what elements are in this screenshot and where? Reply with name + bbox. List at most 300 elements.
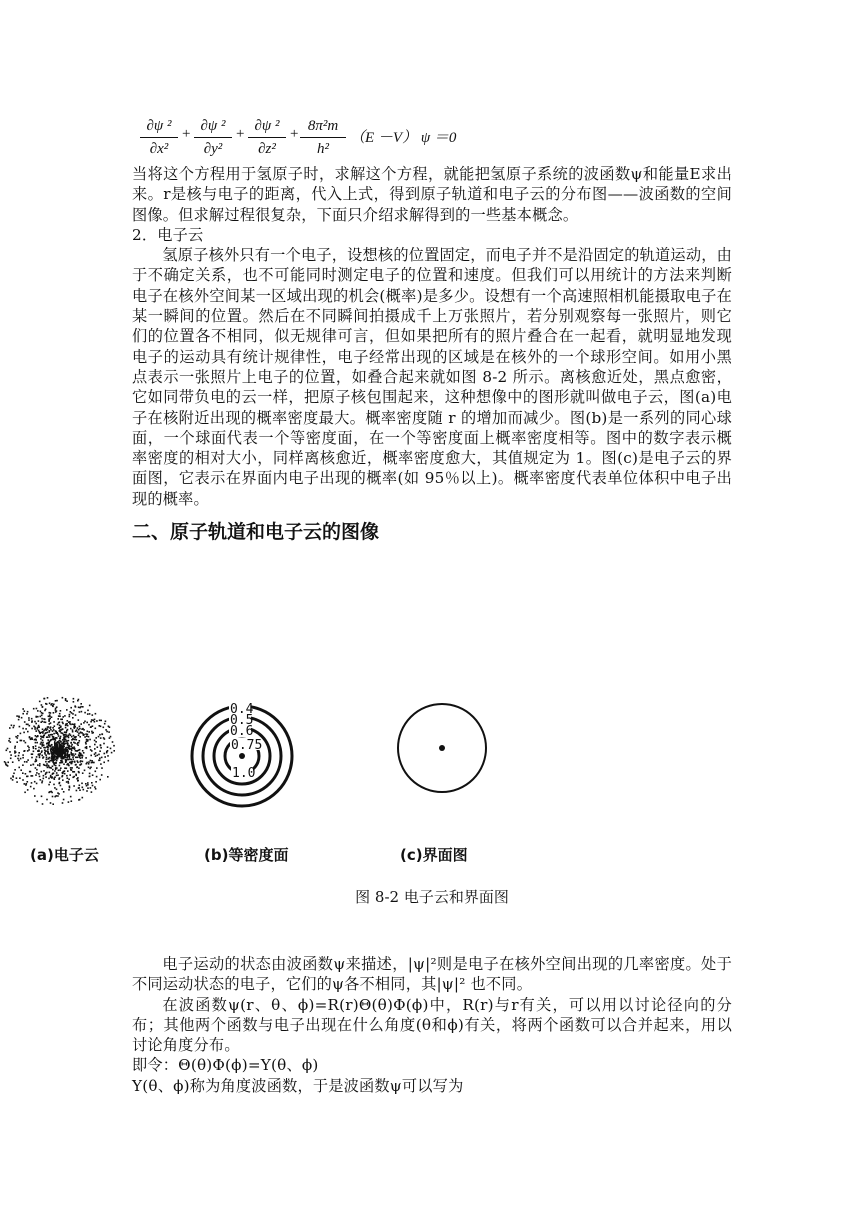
cloud-dot xyxy=(41,718,43,720)
cloud-dot xyxy=(86,735,88,737)
cloud-dot xyxy=(52,758,54,760)
cloud-dot xyxy=(50,802,52,804)
cloud-dot xyxy=(70,759,72,761)
cloud-dot xyxy=(70,769,72,771)
cloud-dot xyxy=(111,752,113,754)
cloud-dot xyxy=(95,755,97,757)
cloud-dot xyxy=(73,755,75,757)
cloud-dot xyxy=(32,746,34,748)
cloud-dot xyxy=(52,734,54,736)
cloud-dot xyxy=(63,741,65,743)
cloud-dot xyxy=(80,723,82,725)
cloud-dot xyxy=(83,722,85,724)
cloud-dot xyxy=(79,785,81,787)
cloud-dot xyxy=(44,729,46,731)
cloud-dot xyxy=(90,749,92,751)
lower-text xyxy=(132,954,732,1096)
cloud-dot xyxy=(37,710,39,712)
cloud-dot xyxy=(36,742,38,744)
cloud-dot xyxy=(77,762,79,764)
cloud-dot xyxy=(72,717,74,719)
cloud-dot xyxy=(65,761,67,763)
cloud-dot xyxy=(81,757,83,759)
cloud-dot xyxy=(50,748,52,750)
cloud-dot xyxy=(86,739,88,741)
cloud-dot xyxy=(25,784,27,786)
cloud-dot xyxy=(40,753,42,755)
cloud-dot xyxy=(27,711,29,713)
cloud-dot xyxy=(75,750,77,752)
cloud-dot xyxy=(41,796,43,798)
cloud-dot xyxy=(94,721,96,723)
cloud-dot xyxy=(110,736,112,738)
cloud-dot xyxy=(45,722,47,724)
cloud-dot xyxy=(53,784,55,786)
cloud-dot xyxy=(101,767,103,769)
cloud-dot xyxy=(77,780,79,782)
cloud-dot xyxy=(61,757,63,759)
cloud-dot xyxy=(77,727,79,729)
cloud-dot xyxy=(12,775,14,777)
cloud-dot xyxy=(31,753,33,755)
cloud-dot xyxy=(49,767,51,769)
cloud-dot xyxy=(51,703,53,705)
cloud-dot xyxy=(14,747,16,749)
cloud-dot xyxy=(36,716,38,718)
cloud-dot xyxy=(24,750,26,752)
cloud-dot xyxy=(48,745,50,747)
cloud-dot xyxy=(66,732,68,734)
cloud-dot xyxy=(51,744,53,746)
cloud-dot xyxy=(70,724,72,726)
cloud-dot xyxy=(17,758,19,760)
cloud-dot xyxy=(16,777,18,779)
cloud-dot xyxy=(91,731,93,733)
cloud-dot xyxy=(51,716,53,718)
cloud-dot xyxy=(55,708,57,710)
cloud-dot xyxy=(64,744,66,746)
cloud-dot xyxy=(22,713,24,715)
cloud-dot xyxy=(18,767,20,769)
cloud-dot xyxy=(53,721,55,723)
cloud-dot xyxy=(77,731,79,733)
cloud-dot xyxy=(31,737,33,739)
cloud-dot xyxy=(73,785,75,787)
cloud-dot xyxy=(113,750,115,752)
cloud-dot xyxy=(90,787,92,789)
cloud-dot xyxy=(49,781,51,783)
cloud-dot xyxy=(83,789,85,791)
cloud-dot xyxy=(54,796,56,798)
cloud-dot xyxy=(91,760,93,762)
cloud-dot xyxy=(58,770,60,772)
cloud-dot xyxy=(62,761,64,763)
cloud-dot xyxy=(9,738,11,740)
cloud-dot xyxy=(42,729,44,731)
cloud-dot xyxy=(57,792,59,794)
cloud-dot xyxy=(67,743,69,745)
cloud-dot xyxy=(38,773,40,775)
cloud-dot xyxy=(105,729,107,731)
cloud-dot xyxy=(82,772,84,774)
cloud-dot xyxy=(53,712,55,714)
cloud-dot xyxy=(55,700,57,702)
cloud-dot xyxy=(39,776,41,778)
fraction-energy xyxy=(300,116,346,159)
cloud-dot xyxy=(45,732,47,734)
cloud-dot xyxy=(38,730,40,732)
cloud-dot xyxy=(26,713,28,715)
cloud-dot xyxy=(15,751,17,753)
cloud-dot xyxy=(94,744,96,746)
cloud-dot xyxy=(61,744,63,746)
cloud-dot xyxy=(7,748,9,750)
cloud-dot xyxy=(70,752,72,754)
cloud-dot xyxy=(64,715,66,717)
cloud-dot xyxy=(60,731,62,733)
cloud-dot xyxy=(86,746,88,748)
cloud-dot xyxy=(80,761,82,763)
cloud-dot xyxy=(67,720,69,722)
cloud-dot xyxy=(77,750,79,752)
figure-8-2 xyxy=(0,694,600,884)
cloud-dot xyxy=(52,769,54,771)
cloud-dot xyxy=(82,787,84,789)
cloud-dot xyxy=(64,755,66,757)
cloud-dot xyxy=(40,711,42,713)
cloud-dot xyxy=(49,772,51,774)
cloud-dot xyxy=(54,725,56,727)
boundary-surface-diagram xyxy=(398,704,486,792)
cloud-dot xyxy=(66,700,68,702)
cloud-dot xyxy=(27,759,29,761)
cloud-dot xyxy=(70,742,72,744)
cloud-dot xyxy=(21,717,23,719)
cloud-dot xyxy=(49,761,51,763)
section-heading-orbital-images: 二、原子轨道和电子云的图像 xyxy=(132,521,380,544)
cloud-dot xyxy=(36,708,38,710)
cloud-dot xyxy=(88,724,90,726)
cloud-dot xyxy=(78,733,80,735)
cloud-dot xyxy=(72,729,74,731)
cloud-dot xyxy=(25,773,27,775)
cloud-dot xyxy=(78,699,80,701)
fraction-numerator: ∂ψ ² xyxy=(200,118,226,134)
cloud-dot xyxy=(35,748,37,750)
cloud-dot xyxy=(41,771,43,773)
cloud-dot xyxy=(39,701,41,703)
fraction-numerator: ∂ψ ² xyxy=(146,118,172,134)
cloud-dot xyxy=(41,751,43,753)
density-label: 1.0 xyxy=(232,766,256,781)
cloud-dot xyxy=(73,698,75,700)
cloud-dot xyxy=(46,799,48,801)
cloud-dot xyxy=(66,781,68,783)
cloud-dot xyxy=(57,718,59,720)
cloud-dot xyxy=(62,739,64,741)
cloud-dot xyxy=(112,741,114,743)
cloud-dot xyxy=(28,747,30,749)
cloud-dot xyxy=(57,753,59,755)
cloud-dot xyxy=(11,725,13,727)
cloud-dot xyxy=(81,763,83,765)
cloud-dot xyxy=(49,723,51,725)
cloud-dot xyxy=(95,737,97,739)
cloud-dot xyxy=(45,750,47,752)
caption-a: (a)电子云 xyxy=(30,846,99,864)
cloud-dot xyxy=(33,748,35,750)
cloud-dot xyxy=(92,725,94,727)
cloud-dot xyxy=(28,717,30,719)
cloud-dot xyxy=(72,757,74,759)
cloud-dot xyxy=(54,754,56,756)
cloud-dot xyxy=(90,755,92,757)
wavefunction-state-paragraph: 电子运动的状态由波函数ψ来描述，|ψ|²则是电子在核外空间出现的几率密度。处于不同运动状态的电子，它们的ψ各不相同，其|ψ|² 也不同。 xyxy=(132,955,732,994)
cloud-dot xyxy=(33,788,35,790)
cloud-dot xyxy=(36,783,38,785)
cloud-dot xyxy=(42,803,44,805)
cloud-dot xyxy=(36,728,38,730)
cloud-dot xyxy=(39,732,41,734)
cloud-dot xyxy=(62,779,64,781)
cloud-dot xyxy=(99,757,101,759)
cloud-dot xyxy=(63,791,65,793)
cloud-dot xyxy=(29,725,31,727)
cloud-dot xyxy=(71,746,73,748)
cloud-dot xyxy=(59,782,61,784)
cloud-dot xyxy=(55,731,57,733)
cloud-dot xyxy=(103,762,105,764)
cloud-dot xyxy=(62,802,64,804)
cloud-dot xyxy=(59,727,61,729)
cloud-dot xyxy=(74,742,76,744)
cloud-dot xyxy=(72,731,74,733)
document-page xyxy=(132,116,732,545)
cloud-dot xyxy=(87,734,89,736)
cloud-dot xyxy=(30,739,32,741)
cloud-dot xyxy=(99,720,101,722)
cloud-dot xyxy=(94,748,96,750)
cloud-dot xyxy=(75,753,77,755)
cloud-dot xyxy=(40,736,42,738)
cloud-dot xyxy=(27,789,29,791)
cloud-dot xyxy=(49,703,51,705)
cloud-dot xyxy=(29,736,31,738)
cloud-dot xyxy=(50,776,52,778)
intro-paragraph: 当将这个方程用于氢原子时，求解这个方程，就能把氢原子系统的波函数ψ和能量E求出来。r是核与电子的距离，代入上式，得到原子轨道和电子云的分布图——波函数的空间图像。但求解过程很复杂，下面只介绍求解得到的一些基本概念。 xyxy=(132,165,732,224)
cloud-dot xyxy=(13,773,15,775)
cloud-dot xyxy=(22,728,24,730)
cloud-dot xyxy=(68,782,70,784)
cloud-dot xyxy=(72,713,74,715)
cloud-dot xyxy=(89,776,91,778)
cloud-dot xyxy=(69,762,71,764)
cloud-dot xyxy=(108,760,110,762)
cloud-dot xyxy=(79,711,81,713)
cloud-dot xyxy=(50,712,52,714)
cloud-dot xyxy=(69,714,71,716)
cloud-dot xyxy=(88,761,90,763)
cloud-dot xyxy=(64,752,66,754)
cloud-dot xyxy=(110,748,112,750)
cloud-dot xyxy=(48,735,50,737)
cloud-dot xyxy=(94,740,96,742)
cloud-dot xyxy=(82,750,84,752)
cloud-dot xyxy=(51,777,53,779)
cloud-dot xyxy=(72,753,74,755)
fraction-x xyxy=(140,116,178,159)
cloud-dot xyxy=(100,737,102,739)
cloud-dot xyxy=(100,747,102,749)
cloud-dot xyxy=(72,777,74,779)
cloud-dot xyxy=(45,761,47,763)
electron-cloud-diagram xyxy=(4,697,115,805)
cloud-dot xyxy=(24,710,26,712)
cloud-dot xyxy=(22,764,24,766)
cloud-dot xyxy=(67,781,69,783)
cloud-dot xyxy=(102,734,104,736)
cloud-dot xyxy=(65,727,67,729)
cloud-dot xyxy=(55,765,57,767)
cloud-dot xyxy=(10,754,12,756)
cloud-dot xyxy=(49,736,51,738)
cloud-dot xyxy=(53,763,55,765)
cloud-dot xyxy=(75,737,77,739)
cloud-dot xyxy=(58,715,60,717)
cloud-dot xyxy=(56,772,58,774)
cloud-dot xyxy=(40,742,42,744)
fraction-numerator: 8π²m xyxy=(307,118,339,134)
cloud-dot xyxy=(21,740,23,742)
cloud-dot xyxy=(62,723,64,725)
cloud-dot xyxy=(84,721,86,723)
cloud-dot xyxy=(40,716,42,718)
cloud-dot xyxy=(76,739,78,741)
cloud-dot xyxy=(80,757,82,759)
cloud-dot xyxy=(46,746,48,748)
cloud-dot xyxy=(95,771,97,773)
cloud-dot xyxy=(96,776,98,778)
cloud-dot xyxy=(85,757,87,759)
cloud-dot xyxy=(60,767,62,769)
cloud-dot xyxy=(53,736,55,738)
cloud-dot xyxy=(40,747,42,749)
cloud-dot xyxy=(31,782,33,784)
cloud-dot xyxy=(62,733,64,735)
cloud-dot xyxy=(89,713,91,715)
cloud-dot xyxy=(19,726,21,728)
cloud-dot xyxy=(88,763,90,765)
cloud-dot xyxy=(41,715,43,717)
cloud-dot xyxy=(86,741,88,743)
cloud-dot xyxy=(42,780,44,782)
cloud-dot xyxy=(78,771,80,773)
cloud-dot xyxy=(90,721,92,723)
cloud-dot xyxy=(23,740,25,742)
cloud-dot xyxy=(42,742,44,744)
cloud-dot xyxy=(72,723,74,725)
cloud-dot xyxy=(36,772,38,774)
cloud-dot xyxy=(71,800,73,802)
cloud-dot xyxy=(81,732,83,734)
cloud-dot xyxy=(63,737,65,739)
cloud-dot xyxy=(55,752,57,754)
cloud-dot xyxy=(36,769,38,771)
cloud-dot xyxy=(75,757,77,759)
cloud-dot xyxy=(80,703,82,705)
cloud-dot xyxy=(50,729,52,731)
cloud-dot xyxy=(27,745,29,747)
cloud-dot xyxy=(52,747,54,749)
cloud-dot xyxy=(40,743,42,745)
cloud-dot xyxy=(77,777,79,779)
cloud-dot xyxy=(42,740,44,742)
cloud-dot xyxy=(91,791,93,793)
cloud-dot xyxy=(15,755,17,757)
cloud-dot xyxy=(51,754,53,756)
cloud-dot xyxy=(58,735,60,737)
cloud-dot xyxy=(70,796,72,798)
cloud-dot xyxy=(70,707,72,709)
cloud-dot xyxy=(78,787,80,789)
cloud-dot xyxy=(47,736,49,738)
density-label: 0.6 xyxy=(230,724,254,739)
cloud-dot xyxy=(86,790,88,792)
cloud-dot xyxy=(46,772,48,774)
cloud-dot xyxy=(35,739,37,741)
cloud-dot xyxy=(68,801,70,803)
cloud-dot xyxy=(34,728,36,730)
cloud-dot xyxy=(89,705,91,707)
cloud-dot xyxy=(64,767,66,769)
density-label: 0.5 xyxy=(230,713,254,728)
cloud-dot xyxy=(46,743,48,745)
cloud-dot xyxy=(59,756,61,758)
cloud-dot xyxy=(33,726,35,728)
cloud-dot xyxy=(85,783,87,785)
cloud-dot xyxy=(52,727,54,729)
cloud-dot xyxy=(55,743,57,745)
cloud-dot xyxy=(41,755,43,757)
cloud-dot xyxy=(68,721,70,723)
cloud-dot xyxy=(43,764,45,766)
cloud-dot xyxy=(48,784,50,786)
cloud-dot xyxy=(91,782,93,784)
cloud-dot xyxy=(9,751,11,753)
cloud-dot xyxy=(67,756,69,758)
cloud-dot xyxy=(38,726,40,728)
cloud-dot xyxy=(63,763,65,765)
cloud-dot xyxy=(25,742,27,744)
cloud-dot xyxy=(34,795,36,797)
cloud-dot xyxy=(69,786,71,788)
cloud-dot xyxy=(84,712,86,714)
cloud-dot xyxy=(74,705,76,707)
cloud-dot xyxy=(45,776,47,778)
cloud-dot xyxy=(62,749,64,751)
cloud-dot xyxy=(93,762,95,764)
cloud-dot xyxy=(54,787,56,789)
cloud-dot xyxy=(47,732,49,734)
cloud-dot xyxy=(42,757,44,759)
cloud-dot xyxy=(19,777,21,779)
cloud-dot xyxy=(97,746,99,748)
cloud-dot xyxy=(43,770,45,772)
cloud-dot xyxy=(27,776,29,778)
cloud-dot xyxy=(79,728,81,730)
cloud-dot xyxy=(24,783,26,785)
cloud-dot xyxy=(100,720,102,722)
